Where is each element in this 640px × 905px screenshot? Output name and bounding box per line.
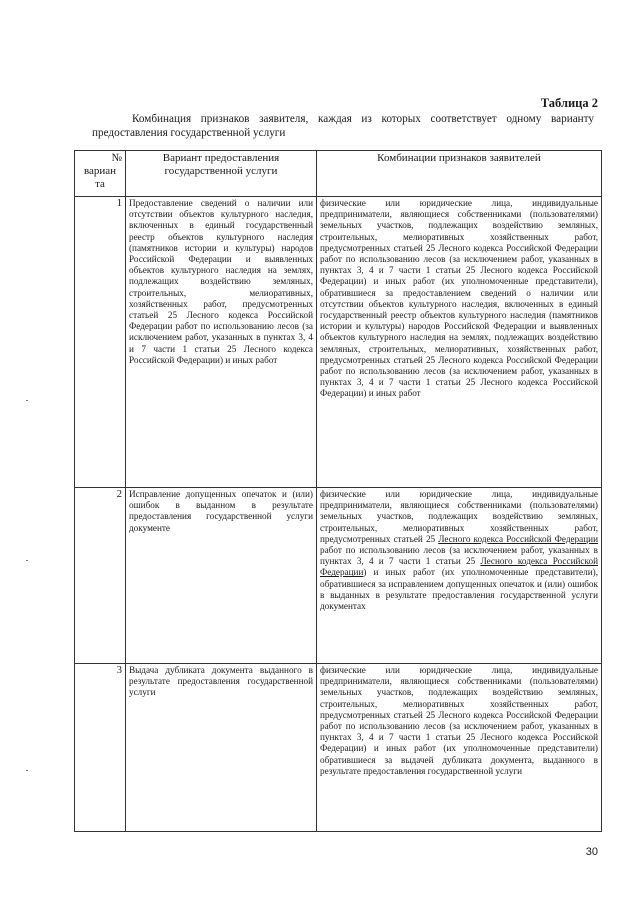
combination-text: физические или юридические лица, индивидуальные предприниматели, являющиеся собственниками (пользователями) земельных участков, подлежащих воздействию земляных, строительных, мелиоративных хозяйственных работ, предусмотренных статьей 25 [320, 489, 598, 544]
header-combination: Комбинации признаков заявителей [317, 151, 602, 197]
row-number: 1 [75, 197, 126, 488]
table-label: Таблица 2 [540, 96, 598, 110]
scan-mark [26, 560, 28, 561]
row-number: 3 [75, 664, 126, 832]
scan-mark [26, 770, 28, 771]
row-combination: физические или юридические лица, индивидуальные предприниматели, являющиеся собственниками (пользователями) земельных участков, подлежащих воздействию земляных, строительных, мелиоративных хозяйственных работ, предусмотренных статьей 25 Лесного кодекса Российской Федерации работ по использованию лесов (за исключением работ, указанных в пунктах 3, 4 и 7 части 1 статьи 25 Лесного кодекса Российской Федерации) и иных работ (их уполномоченные представители) обратившиеся за выдачей дубликата документа, выданного в результате предоставления государственной услуги [317, 664, 602, 832]
table-header-row [75, 151, 602, 197]
applicant-variants-table [74, 150, 602, 832]
combination-text: ) и иных работ (их уполномоченные представители), обратившиеся за исправлением допущенных опечаток и (или) ошибок в выданных в результате предоставления государственной услуги документах [320, 567, 598, 612]
header-number-label: вариан та [83, 165, 117, 190]
row-variant: Выдача дубликата документа выданного в результате предоставления государственной услуги [126, 664, 317, 832]
row-combination [317, 488, 602, 664]
number-symbol: № [111, 152, 122, 164]
table-row [75, 197, 602, 488]
table-caption: Комбинация признаков заявителя, каждая из которых соответствует одному варианту предоставления государственной услуги [92, 113, 594, 139]
header-variant: Вариант предоставления государственной услуги [126, 151, 317, 197]
table-row [75, 488, 602, 664]
row-combination: физические или юридические лица, индивидуальные предприниматели, являющиеся собственниками (пользователями) земельных участков, подлежащих воздействию земляных, строительных, мелиоративных хозяйственных работ, предусмотренных статьей 25 Лесного кодекса Российской Федерации работ по использованию лесов (за исключением работ, указанных в пунктах 3, 4 и 7 части 1 статьи 25 Лесного кодекса Российской Федерации) и иных работ (их уполномоченные представители), обратившиеся за предоставлением сведений о наличии или отсутствии объектов культурного наследия, включенных в единый государственный реестр объектов культурного наследия (памятников истории и культуры) народов Российской Федерации и выявленных объектов культурного наследия на землях, подлежащих воздействию земляных, строительных, мелиоративных, хозяйственных работ, предусмотренных статьей 25 Лесного кодекса Российской Федерации работ по использованию лесов (за исключением работ, указанных в пунктах 3, 4 и 7 части 1 статьи 25 Лесного кодекса Российской Федерации) и иных работ [317, 197, 602, 488]
row-variant: Исправление допущенных опечаток и (или) ошибок в выданном в результате предоставления государственной услуги документе [126, 488, 317, 664]
forest-code-link: Лесного кодекса Российской Федерации [438, 533, 598, 544]
forest-code-link: Лесного кодекса Российской Федерации [320, 556, 598, 578]
row-variant: Предоставление сведений о наличии или отсутствии объектов культурного наследия, включенных в единый государственный реестр объектов культурного наследия (памятников истории и культуры) народов Российской Федерации и выявленных объектов культурного наследия на землях, подлежащих воздействию земляных, строительных, мелиоративных, хозяйственных работ, предусмотренных статьей 25 Лесного кодекса Российской Федерации работ по использованию лесов (за исключением работ, указанных в пунктах 3, 4 и 7 части 1 статьи 25 Лесного кодекса Российской Федерации) и иных работ [126, 197, 317, 488]
header-variant-number [75, 151, 126, 197]
combination-text: работ по использованию лесов (за исключением работ, указанных в пунктах 3, 4 и 7 части 1 статьи 25 [320, 545, 598, 567]
page-number: 30 [585, 846, 598, 858]
row-number: 2 [75, 488, 126, 664]
table-row [75, 664, 602, 832]
scan-mark [26, 400, 28, 401]
